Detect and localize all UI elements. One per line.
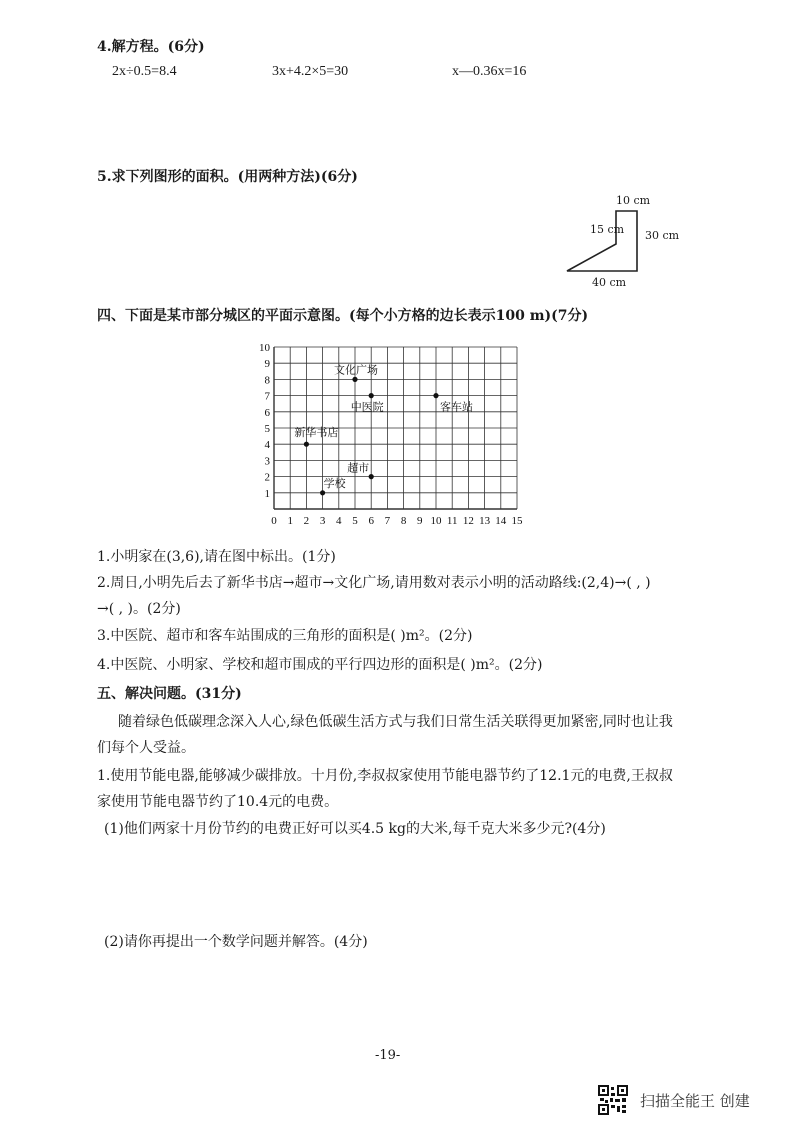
x-tick-label: 15: [511, 515, 523, 527]
x-tick-label: 8: [400, 515, 407, 527]
x-tick-label: 12: [462, 515, 474, 527]
y-tick-label: 2: [264, 471, 270, 484]
equation-2: 3x+4.2×5=30: [272, 64, 349, 79]
x-tick-label: 14: [495, 515, 507, 527]
qr-code-svg: [598, 1085, 628, 1115]
place-point: [369, 393, 374, 398]
equation-1: 2x÷0.5=8.4: [112, 64, 177, 79]
y-tick-label: 5: [264, 423, 270, 435]
place-label: 文化广场: [334, 363, 378, 377]
place-label: 超市: [347, 461, 370, 475]
x-tick-label: 3: [319, 515, 326, 527]
footer-text: 扫描全能王 创建: [640, 1092, 750, 1110]
place-point: [433, 393, 438, 398]
place-point: [320, 490, 325, 495]
part4-q2-line2: →( , )。(2分): [97, 601, 181, 617]
x-tick-label: 10: [430, 515, 442, 527]
y-tick-label: 6: [264, 406, 270, 419]
y-tick-label: 4: [264, 439, 270, 452]
part5-p1-line2: 家使用节能电器节约了10.4元的电费。: [97, 794, 339, 810]
part4-title: 四、下面是某市部分城区的平面示意图。(每个小方格的边长表示100 m)(7分): [97, 308, 589, 324]
part5-intro-line2: 们每个人受益。: [97, 740, 195, 756]
part4-q3: 3.中医院、超市和客车站围成的三角形的面积是( )m²。(2分): [97, 628, 473, 644]
section5-title: 5.求下列图形的面积。(用两种方法)(6分): [97, 169, 358, 185]
part5-sub2: (2)请你再提出一个数学问题并解答。(4分): [104, 934, 368, 950]
part4-q2-line1: 2.周日,小明先后去了新华书店→超市→文化广场,请用数对表示小明的活动路线:(2,4)→( , ): [97, 575, 651, 591]
part5-sub1: (1)他们两家十月份节约的电费正好可以买4.5 kg的大米,每千克大米多少元?(4分): [104, 821, 606, 837]
y-tick-label: 8: [264, 374, 270, 387]
page-number: -19-: [375, 1048, 401, 1063]
place-label: 中医院: [350, 400, 384, 414]
x-tick-label: 5: [352, 515, 358, 527]
x-tick-label: 11: [446, 515, 458, 527]
place-label: 客车站: [440, 400, 473, 414]
place-point: [352, 377, 357, 382]
x-tick-label: 0: [271, 515, 277, 527]
label-bottom: 40 cm: [592, 276, 627, 289]
label-left: 15 cm: [590, 223, 625, 236]
place-point: [304, 442, 309, 447]
part4-q1: 1.小明家在(3,6),请在图中标出。(1分): [97, 549, 336, 565]
y-tick-label: 3: [264, 455, 270, 468]
x-tick-label: 9: [417, 515, 423, 527]
y-tick-label: 10: [259, 342, 270, 354]
part4-q4: 4.中医院、小明家、学校和超市围成的平行四边形的面积是( )m²。(2分): [97, 657, 543, 673]
place-point: [369, 474, 374, 479]
place-label: 学校: [323, 476, 346, 490]
x-tick-label: 6: [368, 515, 374, 527]
y-tick-label: 1: [264, 487, 270, 500]
x-tick-label: 7: [384, 515, 391, 527]
qr-code-icon: [598, 1085, 628, 1115]
part5-title: 五、解决问题。(31分): [97, 686, 242, 702]
label-top: 10 cm: [616, 194, 651, 207]
place-label: 新华书店: [294, 426, 339, 440]
label-right: 30 cm: [645, 229, 680, 242]
part5-intro-line1: 随着绿色低碳理念深入人心,绿色低碳生活方式与我们日常生活关联得更加紧密,同时也让我: [118, 714, 673, 730]
section4-title: 4.解方程。(6分): [97, 39, 205, 55]
part5-p1-line1: 1.使用节能电器,能够减少碳排放。十月份,李叔叔家使用节能电器节约了12.1元的电费,王叔叔: [97, 768, 673, 784]
x-tick-label: 2: [303, 515, 310, 527]
equation-3: x—0.36x=16: [452, 64, 527, 79]
y-tick-label: 7: [264, 390, 270, 403]
trapezoid-figure: [560, 190, 700, 290]
x-tick-label: 4: [336, 515, 342, 527]
x-tick-label: 1: [287, 515, 293, 527]
grid-svg: [256, 330, 526, 535]
y-tick-label: 9: [264, 358, 270, 371]
x-tick-label: 13: [479, 515, 491, 527]
coordinate-grid: [256, 330, 526, 539]
